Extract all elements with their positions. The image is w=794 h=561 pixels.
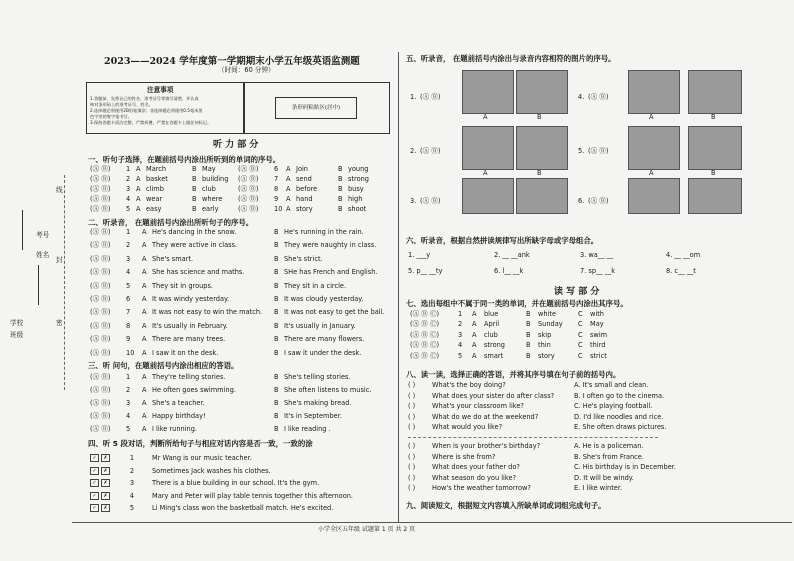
list-item: (Ⓐ Ⓑ) 5 A They sit in groups. B They sit in a circle. xyxy=(90,281,347,290)
picture-b xyxy=(516,70,568,114)
list-item: ( ) What's the boy doing? A. It's small and clean. xyxy=(408,381,649,389)
page-footer: 小学全区五年级 试题第 1 页 共 2 页 xyxy=(318,526,416,533)
picture-b xyxy=(688,178,742,214)
s6-title: 六、听录音，根据自然拼读规律写出所缺字母或字母组合。 xyxy=(406,236,599,245)
list-item: ( ) When is your brother's birthday? A. He is a policeman. xyxy=(408,442,644,450)
s7-list xyxy=(410,309,607,361)
seal-mark-line: 线 xyxy=(56,186,63,194)
list-item: (Ⓐ Ⓑ) 9 A hand B high xyxy=(238,195,363,203)
list-item: (Ⓐ Ⓑ) 10 A I saw it on the desk. B I saw it under the desk. xyxy=(90,348,362,357)
barcode-area xyxy=(244,82,390,134)
s1-left xyxy=(90,164,228,214)
seal-mark-secret: 密 xyxy=(56,319,63,327)
column-divider xyxy=(398,52,400,522)
s4-title: 四、听 5 段对话，判断所给句子与相应对话内容是否一致，一致的涂 xyxy=(88,439,313,448)
picture-a xyxy=(462,126,514,170)
list-item: (Ⓐ Ⓑ) 1 A They're telling stories. B She's telling stories. xyxy=(90,373,351,381)
picture-a xyxy=(462,178,514,214)
s7-title: 七、选出每组中不属于同一类的单词，并在题前括号内涂出其序号。 xyxy=(406,299,628,308)
s8-part2 xyxy=(408,441,676,494)
list-item: ( ) What's your classroom like? C. He's playing football. xyxy=(408,402,653,411)
list-item: (Ⓐ Ⓑ) 3 A She's a teacher. B She's making bread. xyxy=(90,399,352,407)
list-item: ( ) What would you like? E. She often draws pictures. xyxy=(408,423,667,432)
footer-rule xyxy=(72,522,792,523)
list-item: (Ⓐ Ⓑ) 9 A There are many trees. B There are many flowers. xyxy=(90,335,365,344)
s5-pictures: 1. (Ⓐ Ⓑ) A B 4. (Ⓐ Ⓑ) A B 2. (Ⓐ Ⓑ) A B 5. (Ⓐ Ⓑ) A B 3. (Ⓐ Ⓑ) 6. (Ⓐ Ⓑ) xyxy=(406,66,790,216)
s2-title: 二、听录音， 在题前括号内涂出所听句子的序号。 xyxy=(88,218,254,227)
list-item: (Ⓐ Ⓑ) 1 A He's dancing in the snow. B He's running in the rain. xyxy=(90,228,364,236)
binding-line xyxy=(64,175,65,390)
s8-title: 八、读一读，选择正确的答语，并将其序号填在句子前的括号内。 xyxy=(406,370,621,379)
listening-title: 听 力 部 分 xyxy=(213,140,259,150)
seal-mark-seal: 封 xyxy=(56,256,63,264)
picture-a xyxy=(628,70,680,114)
list-item: (Ⓐ Ⓑ) 7 A send B strong xyxy=(238,175,369,183)
picture-b xyxy=(688,70,742,114)
s6-row1: 1. ___y 2. __ __ank 3. wa__ __ 4. __ __om xyxy=(408,251,701,259)
s3-list xyxy=(90,371,371,436)
label-name: 姓名 xyxy=(36,251,50,259)
list-item: ( ) Where is she from? B. She's from France. xyxy=(408,452,644,461)
list-item: (Ⓐ Ⓑ) 3 A climb B club xyxy=(90,185,216,193)
notice-box xyxy=(86,82,244,134)
name-line xyxy=(38,265,40,305)
s1-right xyxy=(238,164,369,214)
list-item: ✓ ✗ 1 Mr Wang is our music teacher. xyxy=(90,452,353,465)
list-item: (Ⓐ Ⓑ) 4 A Happy birthday! B It's in September. xyxy=(90,412,342,420)
list-item: (Ⓐ Ⓑ) 3 A She's smart. B She's strict. xyxy=(90,254,323,263)
s3-title: 三、听 问句，在题前括号内涂出相应的答语。 xyxy=(88,361,239,370)
list-item: ✓ ✗ 3 There is a blue building in our school. It's the gym. xyxy=(90,477,353,490)
list-item: (Ⓐ Ⓑ) 1 A March B May xyxy=(90,165,216,173)
list-item: ( ) What does your father do? C. His birthday is in December. xyxy=(408,463,676,472)
list-item: ✓ ✗ 5 Li Ming's class won the basketball match. He's excited. xyxy=(90,502,353,515)
s8-divider xyxy=(408,437,658,438)
notice-text: 1.答题前，先将自己的姓名、准考证号等填写清楚，并认真 核对条形码上的准考证号、姓名。 2.选择题必须使用2B铅笔填涂；非选择题必须使用0.5毫米黑 色字迹的签字笔书写。 3.保持答题卡清洁完整，严禁折叠，严禁在答题卡上做任何标记。 xyxy=(90,96,212,125)
s4-list xyxy=(90,452,353,515)
list-item: (Ⓐ Ⓑ) 8 A It's usually in February. B It's usually in January. xyxy=(90,321,356,330)
picture-b xyxy=(516,126,568,170)
list-item: (Ⓐ Ⓑ) 8 A before B busy xyxy=(238,185,364,193)
list-item: ( ) What does your sister do after class? B. I often go to the cinema. xyxy=(408,391,665,400)
list-item: (Ⓐ Ⓑ) 5 A I like running. B I like reading . xyxy=(90,425,331,433)
exam-time: （时间：60 分钟） xyxy=(218,66,275,74)
notice-title: 注意事项 xyxy=(147,86,174,94)
barcode-label: 条形码粘贴区(居中) xyxy=(275,97,357,119)
page-title: 2023——2024 学年度第一学期期末小学五年级英语监测题 xyxy=(104,56,360,67)
label-exam-no: 考号 xyxy=(36,231,50,239)
list-item: ( ) What season do you like? D. It will be windy. xyxy=(408,473,634,482)
picture-a xyxy=(628,126,680,170)
reading-title: 读 写 部 分 xyxy=(554,287,600,297)
s5-title: 五、听录音， 在题前括号内涂出与录音内容相符的图片的序号。 xyxy=(406,54,616,63)
exam-no-line xyxy=(22,210,24,250)
s9-title: 九、阅读短文，根据短文内容填入所缺单词或词组完成句子。 xyxy=(406,501,606,510)
list-item: (Ⓐ Ⓑ) 6 A It was windy yesterday. B It was cloudy yesterday. xyxy=(90,295,364,304)
list-item: (Ⓐ Ⓑ) 5 A easy B early xyxy=(90,205,219,213)
s8-part1 xyxy=(408,380,666,433)
list-item: (Ⓐ Ⓑ) 6 A Join B young xyxy=(238,165,369,173)
s1-title: 一、听句子选择，在题前括号内涂出所听到的单词的序号。 xyxy=(88,155,281,164)
list-item: (Ⓐ Ⓑ) 2 A He often goes swimming. B She often listens to music. xyxy=(90,386,372,394)
list-item: (Ⓐ Ⓑ) 2 A They were active in class. B They were naughty in class. xyxy=(90,241,377,250)
list-item: ( ) What do we do at the weekend? D. I'd like noodles and rice. xyxy=(408,412,664,421)
list-item: (Ⓐ Ⓑ) 4 A She has science and maths. B SHe has French and English. xyxy=(90,268,378,277)
list-item: ✓ ✗ 2 Sometimes Jack washes his clothes. xyxy=(90,465,353,478)
s6-row2: 5. p__ __ty 6. l__ __k 7. sp__ __k 8. c__ __t xyxy=(408,267,696,275)
s2-list xyxy=(90,226,385,360)
list-item: (Ⓐ Ⓑ) 7 A It was not easy to win the match. B It was not easy to get the ball. xyxy=(90,308,385,317)
list-item: (Ⓐ Ⓑ Ⓒ) 2 A April B Sunday C May xyxy=(410,320,604,329)
list-item: (Ⓐ Ⓑ Ⓒ) 3 A club B skip C swim xyxy=(410,330,608,339)
label-class: 班级 xyxy=(10,331,24,339)
label-school: 学校 xyxy=(10,319,24,327)
picture-b xyxy=(688,126,742,170)
list-item: (Ⓐ Ⓑ Ⓒ) 4 A strong B thin C third xyxy=(410,341,606,350)
list-item: (Ⓐ Ⓑ) 10 A story B shoot xyxy=(238,205,367,213)
list-item: (Ⓐ Ⓑ Ⓒ) 5 A smart B story C strict xyxy=(410,351,607,360)
list-item: ( ) How's the weather tomorrow? E. I like winter. xyxy=(408,484,623,493)
list-item: (Ⓐ Ⓑ) 4 A wear B where xyxy=(90,195,223,203)
list-item: (Ⓐ Ⓑ) 2 A basket B building xyxy=(90,175,229,183)
picture-b xyxy=(516,178,568,214)
list-item: (Ⓐ Ⓑ Ⓒ) 1 A blue B white C with xyxy=(410,310,604,318)
picture-a xyxy=(628,178,680,214)
picture-a xyxy=(462,70,514,114)
list-item: ✓ ✗ 4 Mary and Peter will play table tennis together this afternoon. xyxy=(90,490,353,503)
